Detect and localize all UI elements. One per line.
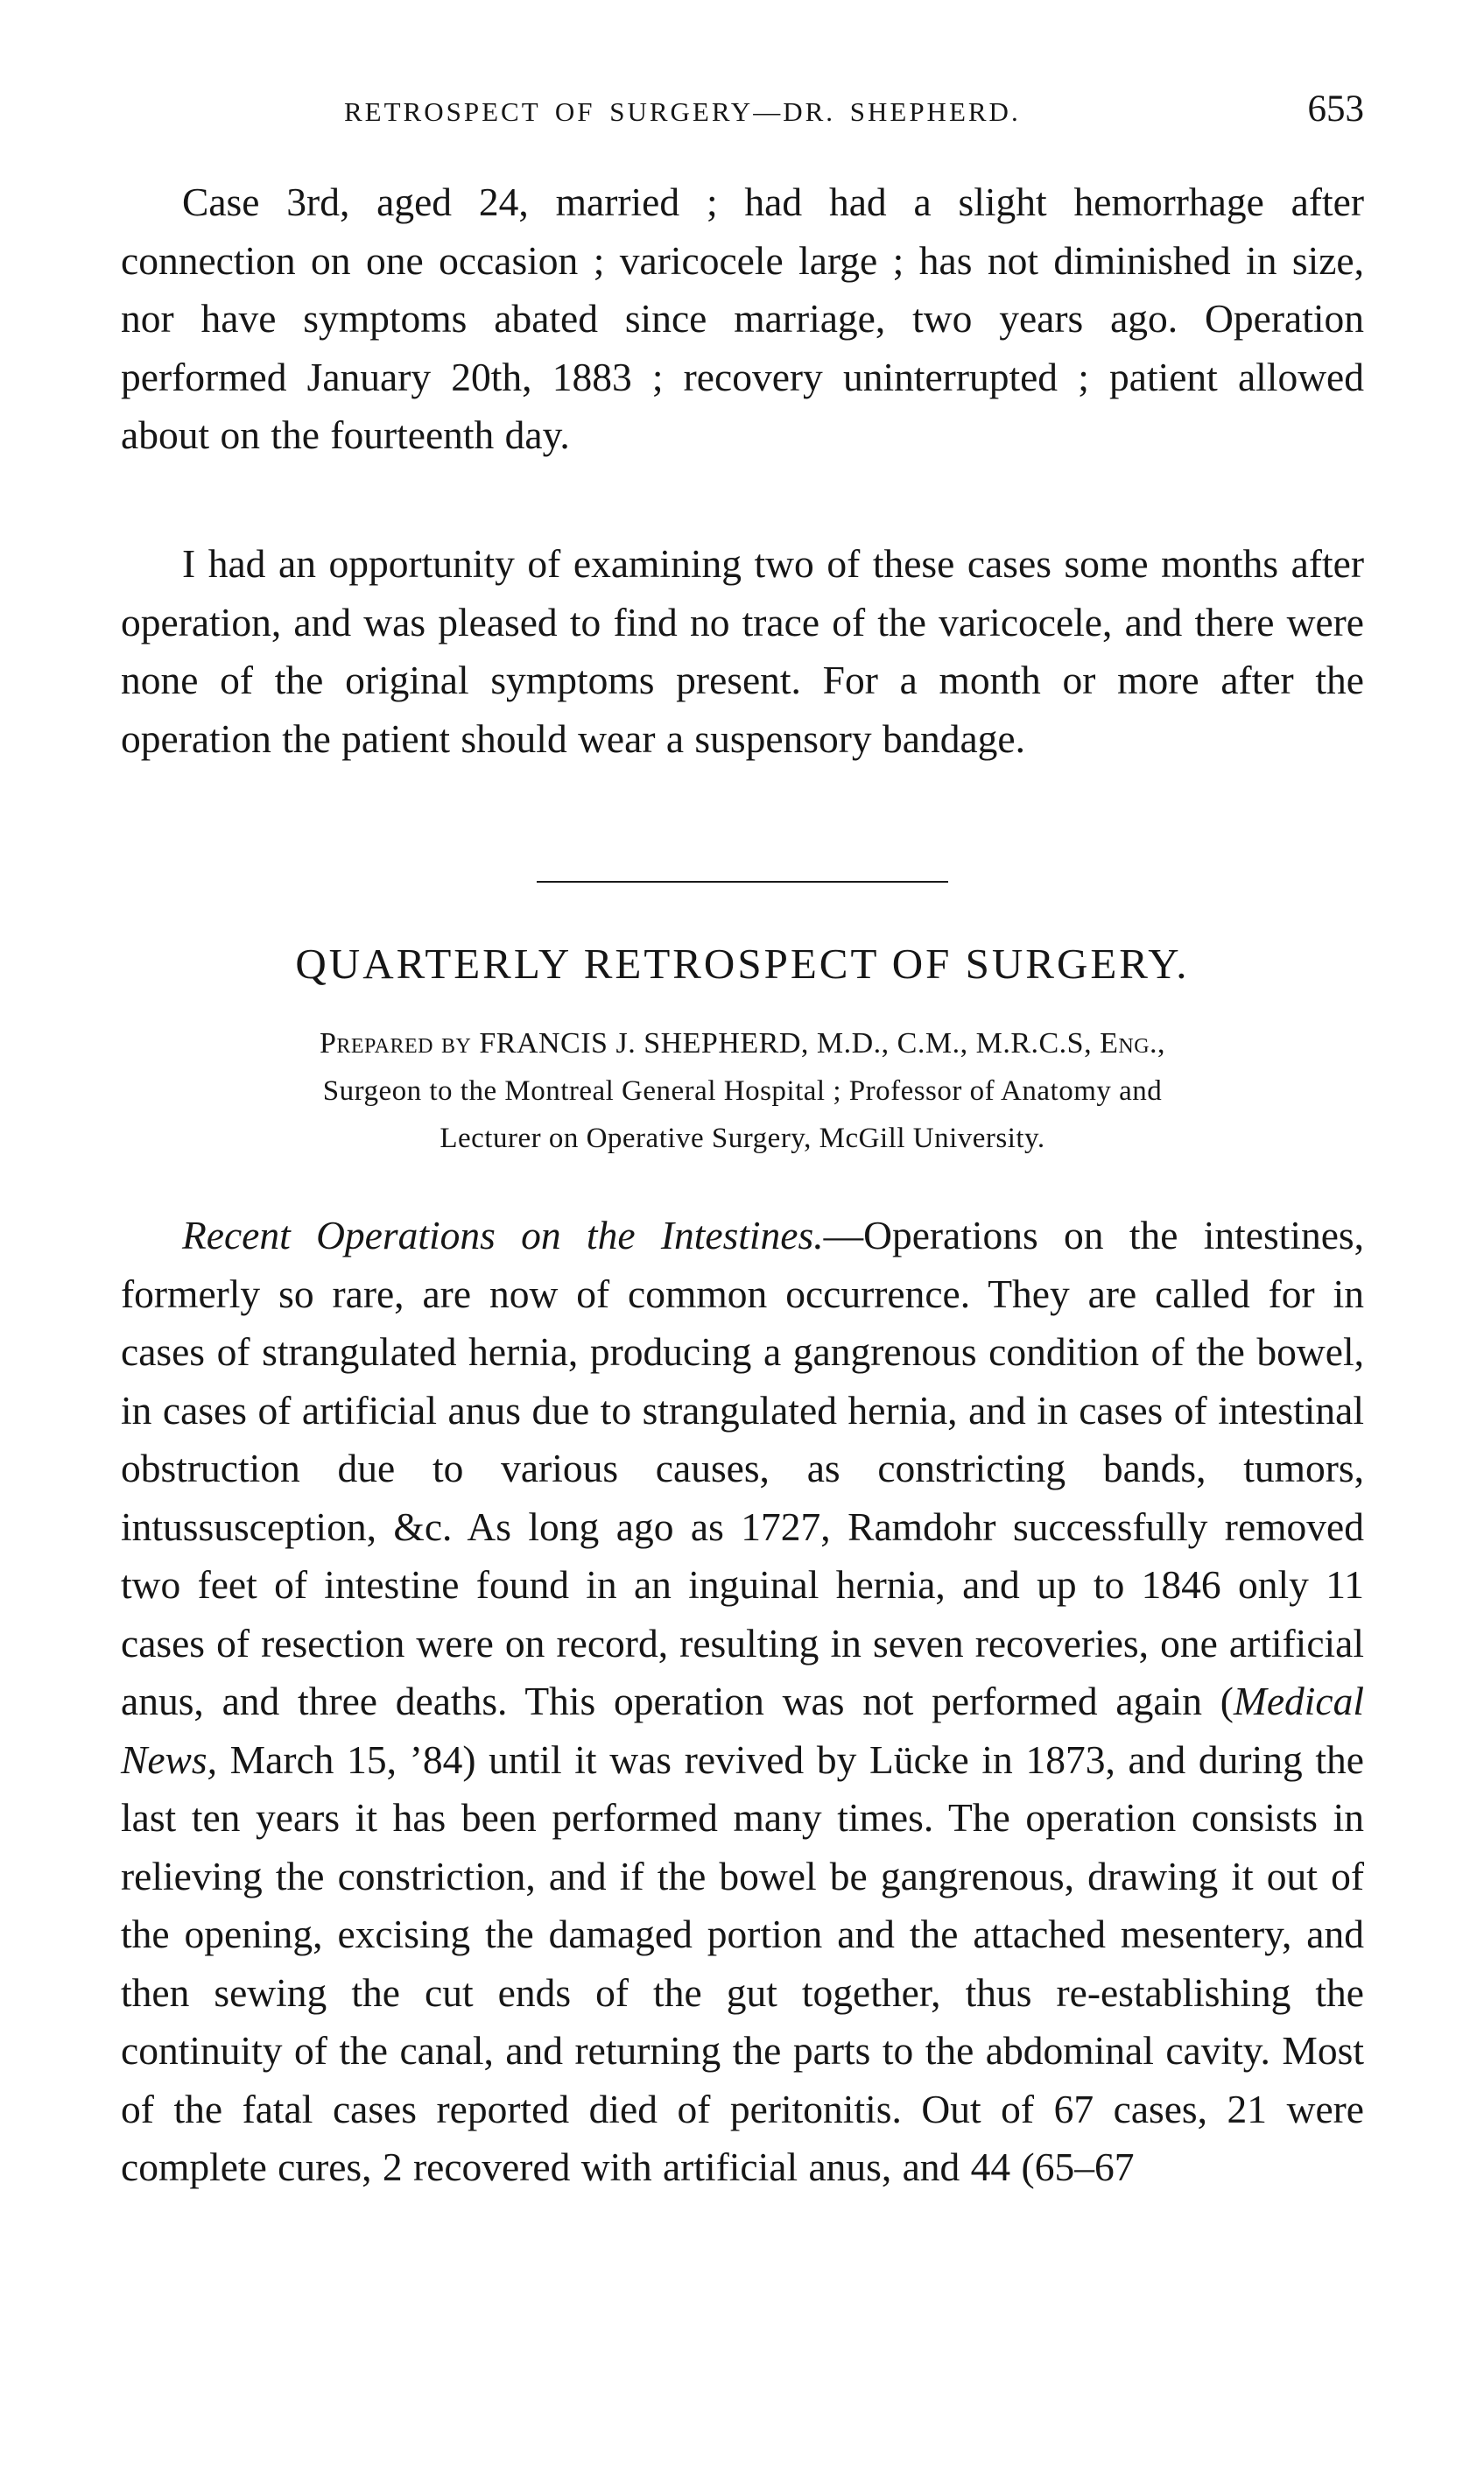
journal-citation: Medical News, <box>121 1679 1364 1782</box>
byline-suffix: Eng., <box>1100 1027 1166 1060</box>
page-number: 653 <box>1307 88 1364 130</box>
byline-prefix: Prepared by <box>319 1027 472 1060</box>
byline-affiliation-line-1: Surgeon to the Montreal General Hospital ; Professor of Anatomy and <box>322 1075 1163 1107</box>
paragraph-case-third <box>121 173 1364 465</box>
byline-author-name: FRANCIS J. SHEPHERD, M.D., C.M., M.R.C.S, <box>479 1027 1093 1060</box>
paragraph-follow-up-examination <box>121 535 1364 768</box>
paragraph-intestinal-operations <box>121 1207 1364 2197</box>
paragraph-case-third-text: Case 3rd, aged 24, married ; had had a slight hemorrhage after connection on one occasion ; varicocele large ; has not diminished in size, nor have symptoms abated since marriage, two years ago. Operation performed January 20th, 1883 ; recovery uninterrupted ; patient allowed about on the fourteenth day. <box>121 180 1364 457</box>
byline-author-line <box>121 1020 1364 1067</box>
paragraph-subject-heading: Recent Operations on the Intestines. <box>182 1213 824 1257</box>
running-title: RETROSPECT OF SURGERY—DR. SHEPHERD. <box>344 96 1021 127</box>
book-page <box>121 0 1364 2479</box>
author-byline <box>121 1020 1364 1162</box>
paragraph-intestines-text-part-1: —Operations on the intestines, formerly so rare, are now of common occurrence. They are called for in cases of strangulated hernia, producing a gangrenous condition of the bowel, in cases of artificial anus due to strangulated hernia, and in cases of intestinal obstruction due to various causes, as constricting bands, tumors, intussusception, &c. As long ago as 1727, Ramdohr successfully removed two feet of intestine found in an inguinal hernia, and up to 1846 only 11 cases of resection were on record, resulting in seven recoveries, one artificial anus, and three deaths. This operation was not performed again ( <box>121 1213 1364 1723</box>
running-head <box>121 88 1364 140</box>
paragraph-follow-up-text: I had an opportunity of examining two of these cases some months after operation, and was pleased to find no trace of the varicocele, and there were none of the original symptoms present. For a month or more after the operation the patient should wear a suspensory bandage. <box>121 541 1364 761</box>
section-title: QUARTERLY RETROSPECT OF SURGERY. <box>295 940 1190 988</box>
section-divider-rule <box>537 881 948 883</box>
byline-affiliation-line-2: Lecturer on Operative Surgery, McGill University. <box>440 1123 1045 1154</box>
paragraph-intestines-text-part-2: March 15, ’84) until it was revived by Lücke in 1873, and during the last ten years it has been performed many times. The operation consists in relieving the constriction, and if the bowel be gangrenous, drawing it out of the opening, excising the damaged portion and the attached mesentery, and then sewing the cut ends of the gut together, thus re-establishing the continuity of the canal, and returning the parts to the abdominal cavity. Most of the fatal cases reported died of peritonitis. Out of 67 cases, 21 were complete cures, 2 recovered with artificial anus, and 44 (65–67 <box>121 1736 1364 2189</box>
